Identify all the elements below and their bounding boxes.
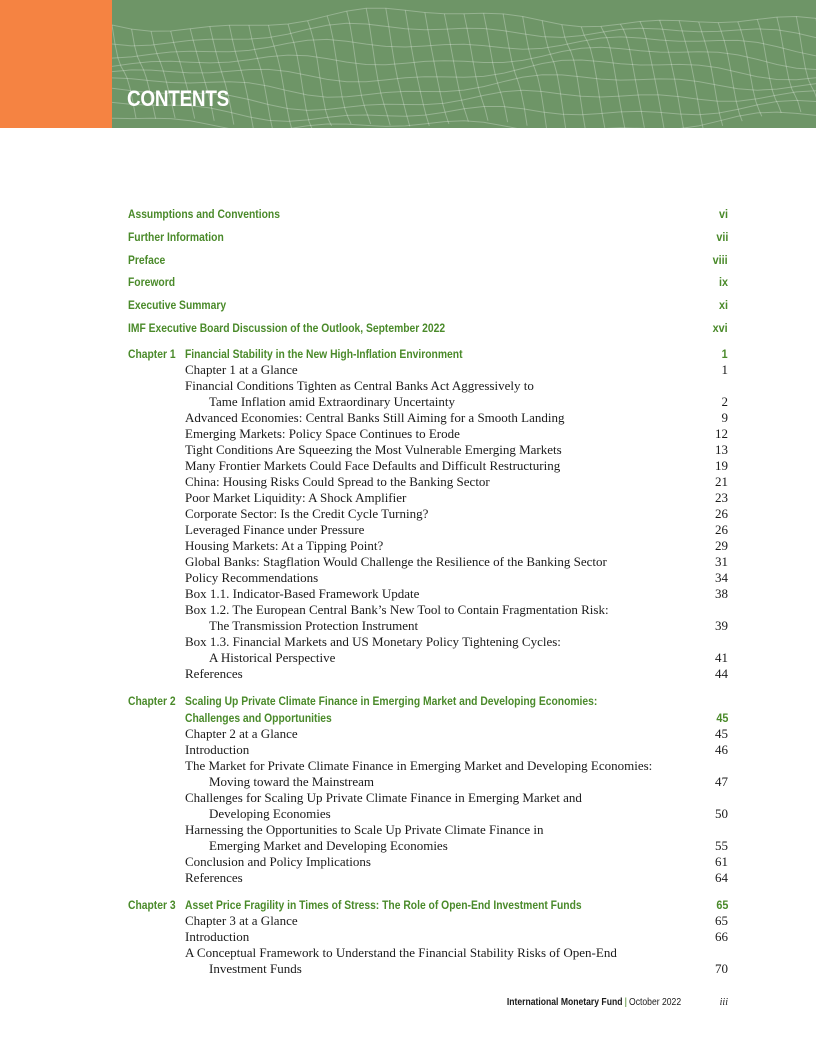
toc-entry-page: 41	[715, 650, 728, 665]
toc-entry-page: 26	[715, 506, 728, 521]
toc-entry-page: 47	[715, 774, 728, 789]
toc-entry-page: 44	[715, 666, 728, 681]
chapter-page: 1	[721, 347, 728, 361]
toc-entry-page: 39	[715, 618, 728, 633]
toc-entry-page: 29	[715, 538, 728, 553]
front-matter-page: vii	[715, 230, 728, 244]
toc-entry-text: References	[185, 870, 243, 885]
toc-entry-text: A Historical Perspective	[209, 650, 336, 665]
front-matter-title: IMF Executive Board Discussion of the Outlook, September 2022	[128, 321, 446, 335]
toc-entry-text: Developing Economies	[209, 806, 331, 821]
footer-separator: |	[624, 997, 628, 1008]
toc-entry-text: Conclusion and Policy Implications	[185, 854, 371, 869]
page-footer	[488, 996, 728, 1010]
toc-entry-text: Advanced Economies: Central Banks Still Aiming for a Smooth Landing	[185, 410, 565, 425]
chapter-title: Financial Stability in the New High-Inflation Environment	[185, 347, 463, 361]
toc-entry-page: 50	[715, 806, 728, 821]
chapter-title: Scaling Up Private Climate Finance in Emerging Market and Developing Economies:	[185, 694, 598, 708]
toc-entry-text: Chapter 3 at a Glance	[185, 913, 298, 928]
toc-entry-text: Moving toward the Mainstream	[209, 774, 374, 789]
toc-entry-text: Emerging Markets: Policy Space Continues to Erode	[185, 426, 460, 441]
toc-entry-text: Policy Recommendations	[185, 570, 319, 585]
front-matter-page: viii	[712, 253, 728, 267]
toc-entry-text: Box 1.2. The European Central Bank’s New Tool to Contain Fragmentation Risk:	[185, 602, 609, 617]
toc-entry-text: Emerging Market and Developing Economies	[209, 838, 448, 853]
chapter-page: 45	[715, 711, 728, 725]
toc-entry-text: The Transmission Protection Instrument	[209, 618, 419, 633]
toc-entry-text: Tight Conditions Are Squeezing the Most Vulnerable Emerging Markets	[185, 442, 562, 457]
toc-entry-text: References	[185, 666, 243, 681]
toc-entry-page: 12	[715, 426, 728, 441]
toc-entry-page: 21	[715, 474, 728, 489]
toc-entry-page: 9	[721, 410, 728, 425]
chapter-title: Asset Price Fragility in Times of Stress: The Role of Open-End Investment Funds	[185, 898, 582, 912]
toc-entry-page: 45	[715, 726, 728, 741]
toc-entry-text: Box 1.1. Indicator-Based Framework Update	[185, 586, 420, 601]
page-title: CONTENTS	[127, 86, 230, 111]
front-matter-page: ix	[718, 275, 728, 289]
toc-entry-text: Introduction	[185, 742, 250, 757]
toc-entry-page: 70	[715, 961, 728, 976]
chapter-title: Challenges and Opportunities	[185, 711, 332, 725]
toc-entry-page: 19	[715, 458, 728, 473]
toc-entry-text: Harnessing the Opportunities to Scale Up Private Climate Finance in	[185, 822, 544, 837]
toc-entry-text: Leveraged Finance under Pressure	[185, 522, 365, 537]
footer-publisher: International Monetary Fund	[506, 997, 623, 1008]
chapter-label: Chapter 2	[128, 694, 176, 708]
toc-entry-text: Tame Inflation amid Extraordinary Uncertainty	[209, 394, 455, 409]
toc-entry-page: 66	[715, 929, 728, 944]
chapter-page: 65	[715, 898, 728, 912]
toc-entry-text: China: Housing Risks Could Spread to the Banking Sector	[185, 474, 490, 489]
front-matter-page: xi	[718, 298, 728, 312]
page-number: iii	[719, 997, 728, 1008]
toc-entry-page: 1	[721, 362, 728, 377]
footer-date: October 2022	[629, 997, 682, 1008]
toc-entry-text: Financial Conditions Tighten as Central Banks Act Aggressively to	[185, 378, 534, 393]
toc-entry-page: 64	[715, 870, 728, 885]
toc-entry-page: 46	[715, 742, 728, 757]
toc-entry-page: 23	[715, 490, 728, 505]
toc-entry-page: 2	[721, 394, 728, 409]
toc-entry-text: Many Frontier Markets Could Face Defaults and Difficult Restructuring	[185, 458, 561, 473]
toc-entry-text: Global Banks: Stagflation Would Challenge the Resilience of the Banking Sector	[185, 554, 607, 569]
toc-entry-text: Box 1.3. Financial Markets and US Monetary Policy Tightening Cycles:	[185, 634, 561, 649]
front-matter-page: xvi	[712, 321, 728, 335]
toc-entry-text: Housing Markets: At a Tipping Point?	[185, 538, 384, 553]
toc-entry-text: Introduction	[185, 929, 250, 944]
front-matter-title: Preface	[128, 253, 166, 267]
front-matter-title: Foreword	[128, 275, 176, 289]
toc-entry-text: Challenges for Scaling Up Private Climate Finance in Emerging Market and	[185, 790, 582, 805]
toc-entry-page: 34	[715, 570, 728, 585]
toc-entry-page: 13	[715, 442, 728, 457]
toc-entry-text: Chapter 1 at a Glance	[185, 362, 298, 377]
toc-entry-text: The Market for Private Climate Finance in Emerging Market and Developing Economies:	[185, 758, 653, 773]
front-matter-title: Assumptions and Conventions	[128, 207, 280, 221]
chapter-label: Chapter 1	[128, 347, 176, 361]
toc-entry-page: 55	[715, 838, 728, 853]
toc-entry-page: 61	[715, 854, 728, 869]
front-matter-title: Executive Summary	[128, 298, 227, 312]
toc-entry-text: Poor Market Liquidity: A Shock Amplifier	[185, 490, 407, 505]
toc-entry-text: Corporate Sector: Is the Credit Cycle Turning?	[185, 506, 429, 521]
chapter-label: Chapter 3	[128, 898, 176, 912]
toc-entry-text: Chapter 2 at a Glance	[185, 726, 298, 741]
toc-entry-page: 31	[715, 554, 728, 569]
front-matter-page: vi	[718, 207, 728, 221]
toc-entry-text: A Conceptual Framework to Understand the Financial Stability Risks of Open-End	[185, 945, 617, 960]
toc-entry-page: 38	[715, 586, 728, 601]
toc-entry-page: 26	[715, 522, 728, 537]
toc-entry-text: Investment Funds	[209, 961, 302, 976]
toc-entry-page: 65	[715, 913, 728, 928]
front-matter-title: Further Information	[128, 230, 224, 244]
